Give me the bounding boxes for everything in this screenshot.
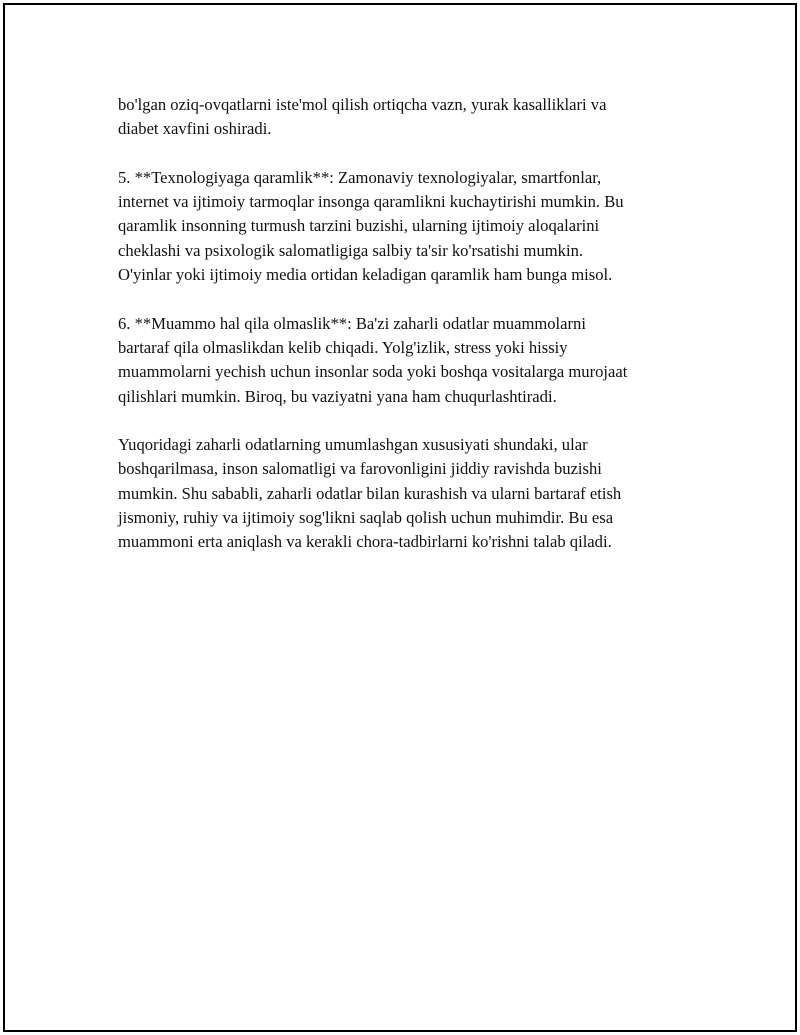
text-line: Yuqoridagi zaharli odatlarning umumlashgan xususiyati shundaki, ular xyxy=(118,435,588,455)
paragraph-diet-continuation xyxy=(118,93,698,142)
text-line: qaramlik insonning turmush tarzini buzishi, ularning ijtimoiy aloqalarini xyxy=(118,216,600,236)
paragraph-problem-solving xyxy=(118,312,698,409)
text-line: internet va ijtimoiy tarmoqlar insonga qaramlikni kuchaytirishi mumkin. Bu xyxy=(118,192,624,212)
text-line: jismoniy, ruhiy va ijtimoiy sog'likni saqlab qolish uchun muhimdir. Bu esa xyxy=(118,508,614,528)
text-line: bo'lgan oziq-ovqatlarni iste'mol qilish ortiqcha vazn, yurak kasalliklari va xyxy=(118,95,607,114)
text-line: boshqarilmasa, inson salomatligi va farovonligini jiddiy ravishda buzishi xyxy=(118,459,602,479)
text-line: 6. **Muammo hal qila olmaslik**: Ba'zi zaharli odatlar muammolarni xyxy=(118,313,586,333)
text-line: muammolarni yechish uchun insonlar soda yoki boshqa vositalarga murojaat xyxy=(118,362,628,382)
paragraph-conclusion xyxy=(118,433,698,554)
text-line: bartaraf qila olmaslikdan kelib chiqadi. Yolg'izlik, stress yoki hissiy xyxy=(118,337,568,357)
text-line: qilishlari mumkin. Biroq, bu vaziyatni yana ham chuqurlashtiradi. xyxy=(118,386,557,406)
text-line: diabet xavfini oshiradi. xyxy=(118,119,272,139)
text-line: muammoni erta aniqlash va kerakli chora-tadbirlarni ko'rishni talab qiladi. xyxy=(118,532,612,552)
paragraph-technology-addiction xyxy=(118,166,698,287)
document-body xyxy=(118,93,698,579)
text-line: cheklashi va psixologik salomatligiga salbiy ta'sir ko'rsatishi mumkin. xyxy=(118,240,584,260)
text-line: O'yinlar yoki ijtimoiy media ortidan keladigan qaramlik ham bunga misol. xyxy=(118,265,613,285)
text-line: mumkin. Shu sababli, zaharli odatlar bilan kurashish va ularni bartaraf etish xyxy=(118,483,622,503)
text-line: 5. **Texnologiyaga qaramlik**: Zamonaviy texnologiyalar, smartfonlar, xyxy=(118,167,602,187)
